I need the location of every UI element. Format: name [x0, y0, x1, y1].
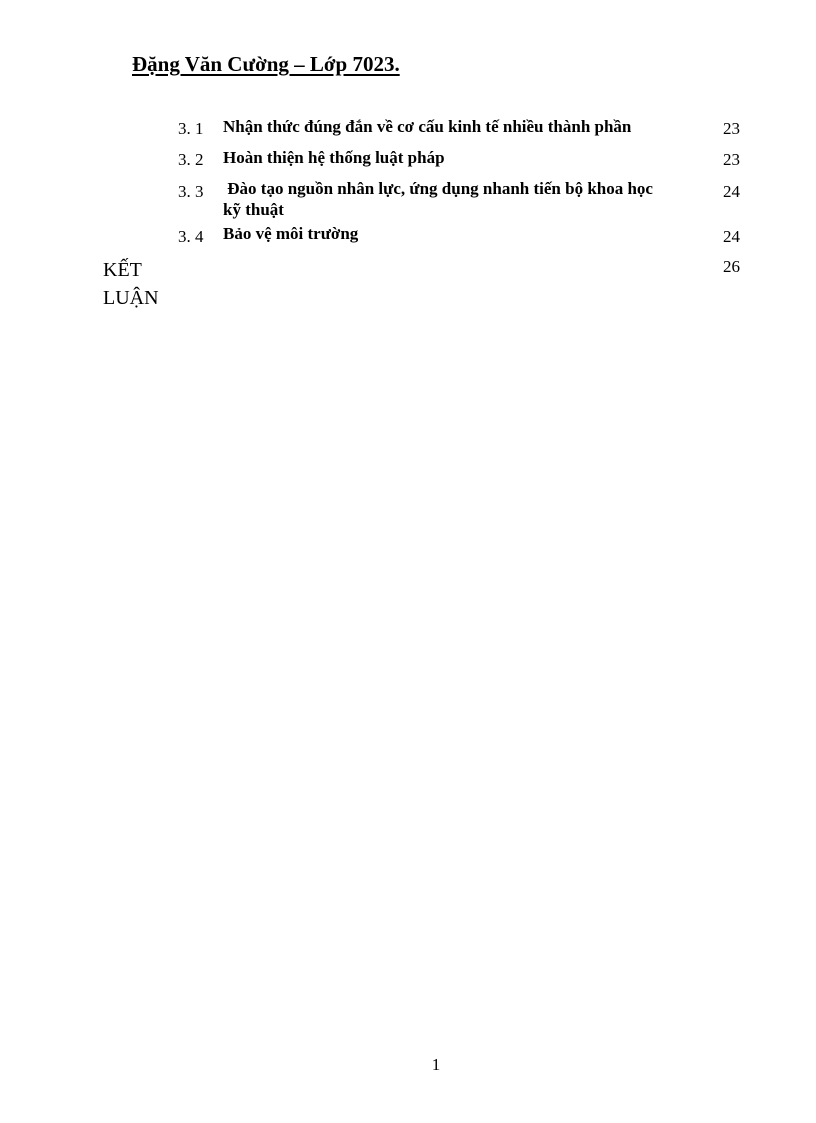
toc-item-page: 24 — [723, 227, 740, 246]
toc-item-page: 24 — [723, 182, 740, 201]
toc-item-title: Hoàn thiện hệ thống luật pháp — [223, 148, 445, 167]
toc-item-number: 3. 1 — [178, 119, 204, 138]
toc-item-number: 3. 2 — [178, 150, 204, 169]
toc-item-number: 3. 4 — [178, 227, 204, 246]
document-header: Đặng Văn Cường – Lớp 7023. — [132, 52, 400, 76]
page-number: 1 — [431, 1055, 441, 1074]
toc-item-page: 23 — [723, 150, 740, 169]
toc-conclusion-title: KẾT LUẬN — [103, 259, 159, 309]
toc-item-title: Đào tạo nguồn nhân lực, ứng dụng nhanh tiến bộ khoa học kỹ thuật — [223, 179, 658, 219]
toc-item-title: Nhận thức đúng đắn về cơ cấu kinh tế nhiều thành phần — [223, 117, 632, 136]
toc-item-title: Bảo vệ môi trường — [223, 224, 359, 243]
toc-item-number: 3. 3 — [178, 182, 204, 201]
toc-conclusion-page: 26 — [723, 257, 740, 276]
toc-item-page: 23 — [723, 119, 740, 138]
